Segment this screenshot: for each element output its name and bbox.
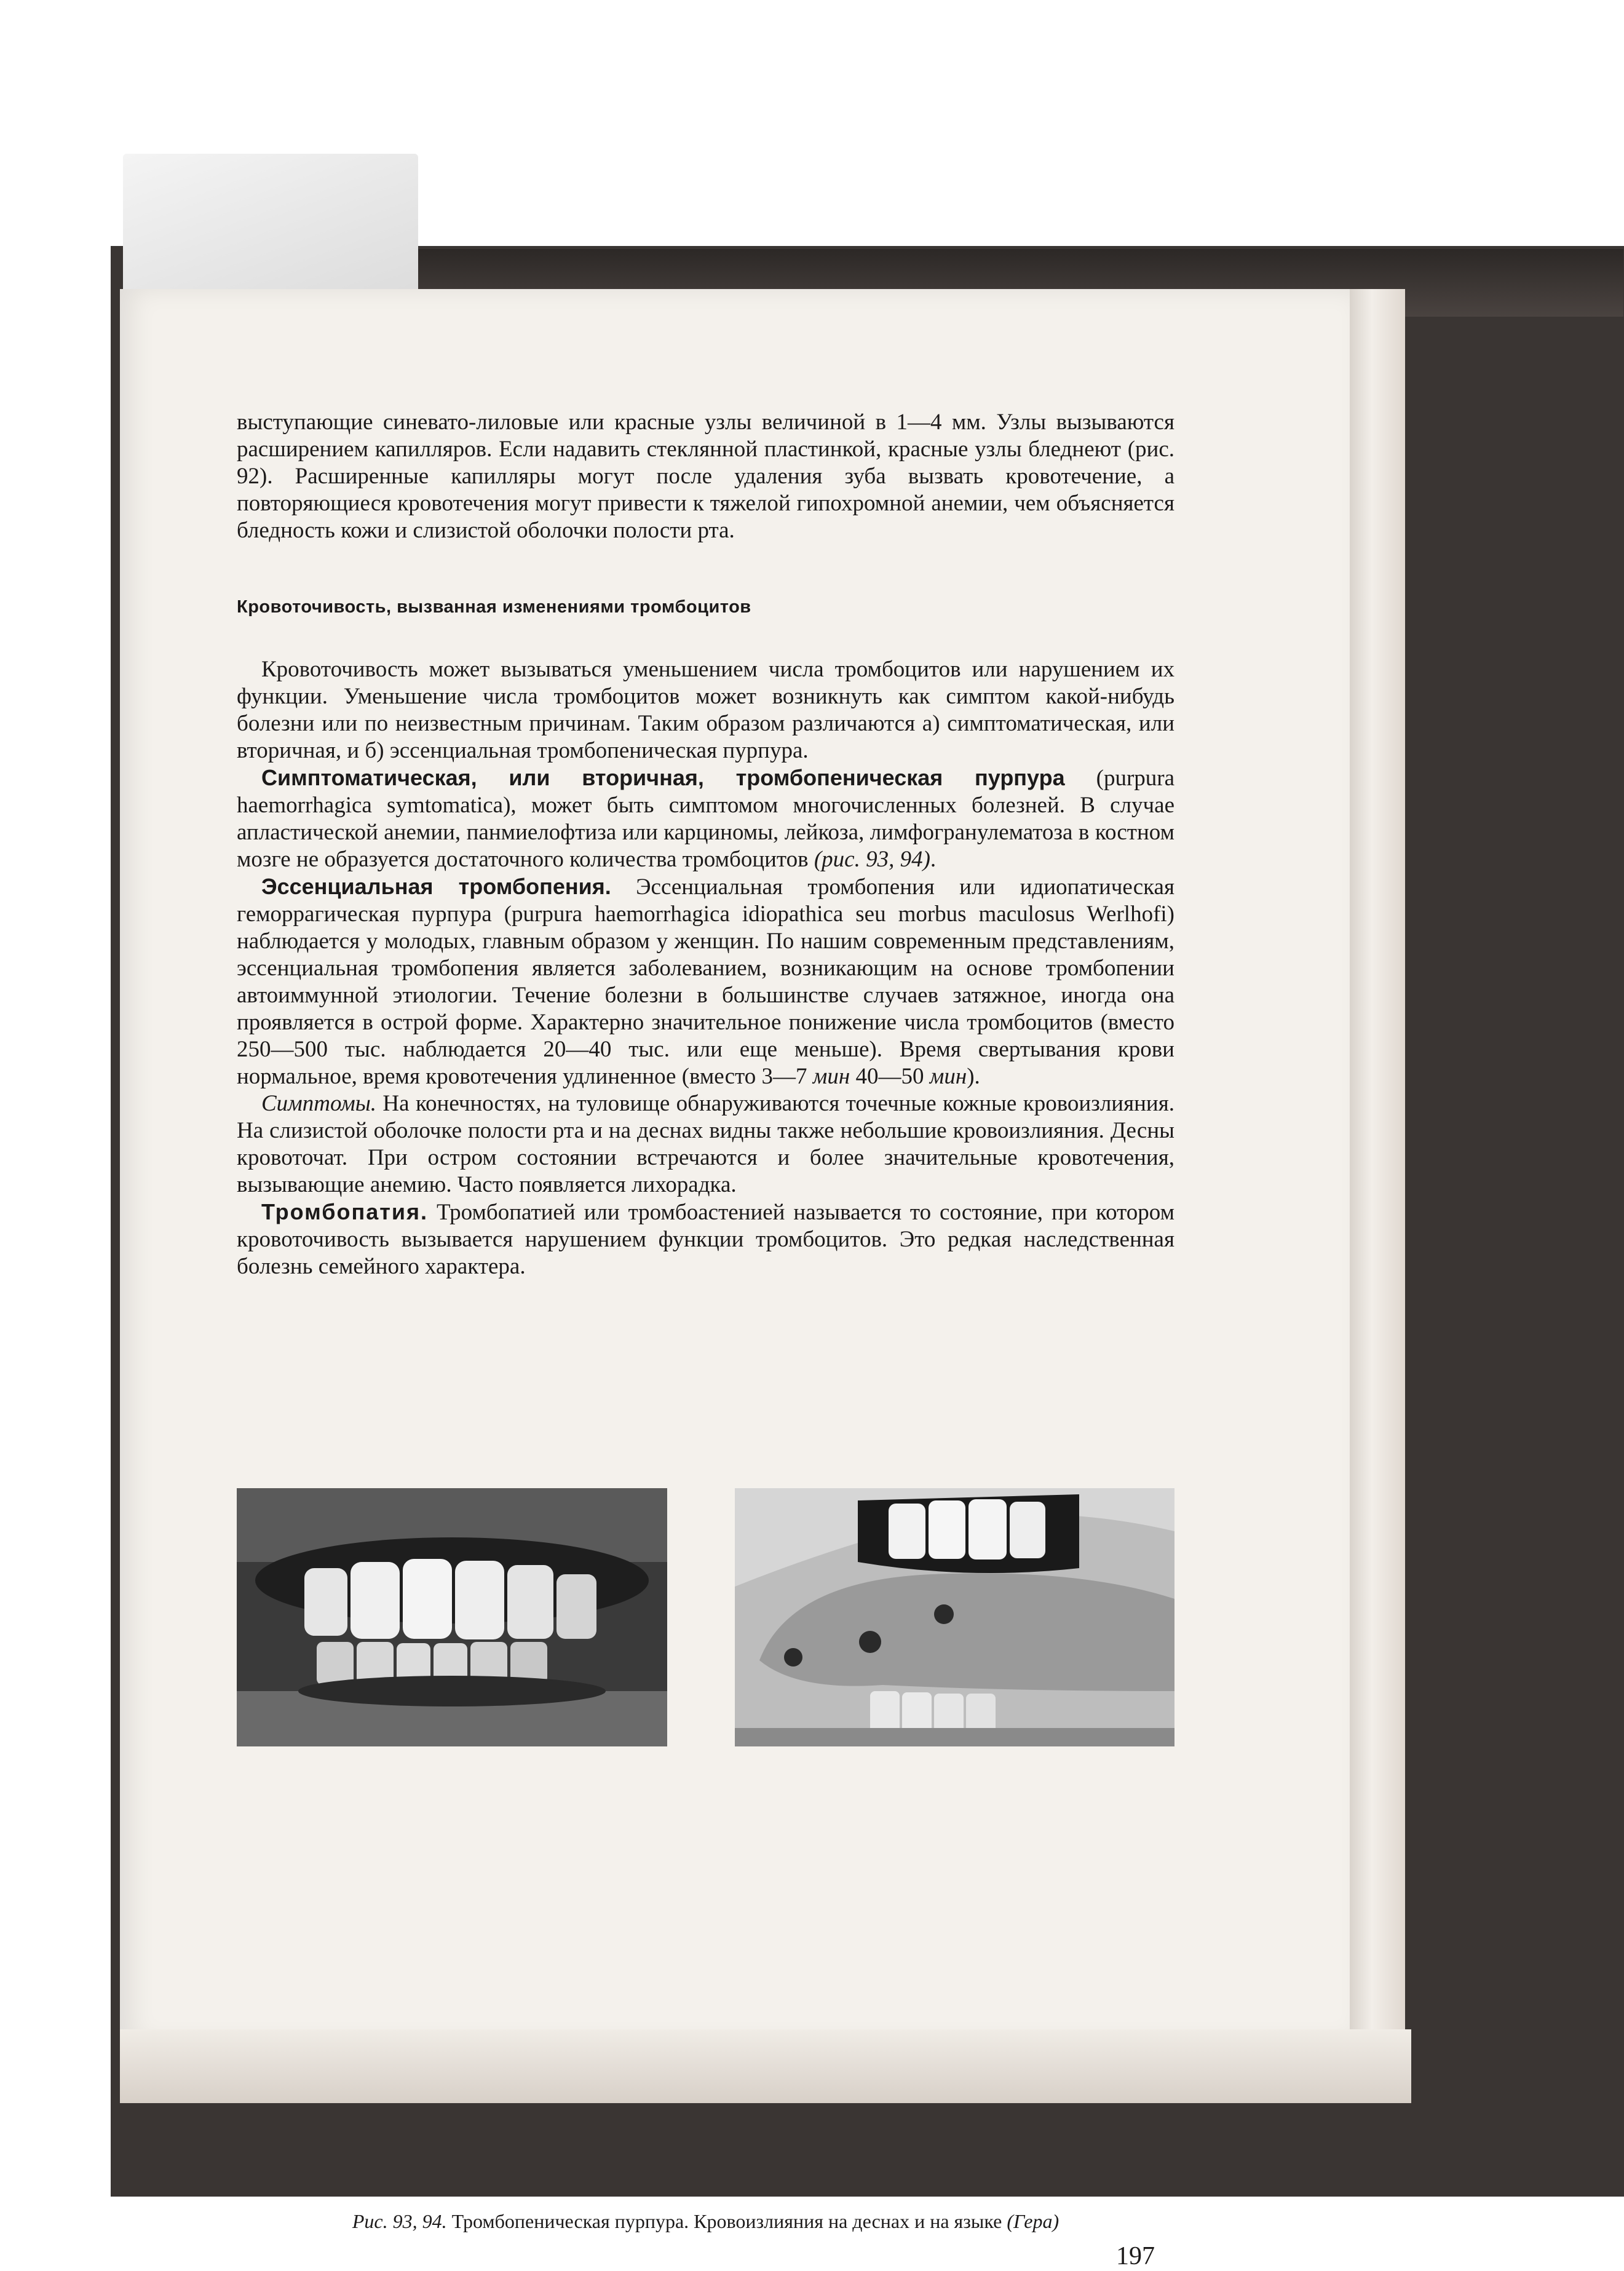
paragraph-4-lead: Эссенциальная тромбопения. <box>261 874 611 899</box>
paragraph-4-unit-2: мин <box>929 1064 967 1089</box>
caption-label: Рис. 93, 94. <box>352 2210 447 2232</box>
figure-caption <box>237 2210 1174 2233</box>
paragraph-2: Кровоточивость может вызываться уменьшением числа тромбоцитов или нарушением их функции. Уменьшение числа тромбоцитов может возникнуть как симптом какой-нибудь болезни или по неизвестным причинам. Таким образом различаются а) симптоматическая, или вторичная, и б) эссенциальная тромбопеническая пурпура. <box>237 657 1174 763</box>
bookmark-tab <box>123 154 418 295</box>
caption-author: (Гера) <box>1007 2210 1060 2232</box>
paragraph-3-body: (purpura haemorrhagica symtomatica), может быть симптомом многочисленных болезней. В случае апластической анемии, панмиелофтиза или карциномы, лейкоза, лимфогранулематоза в костном мозге не образуется достаточного количества тромбоцитов <box>237 766 1175 872</box>
tongue-photo-illustration <box>735 1488 1174 1746</box>
paragraph-4-mid: 40—50 <box>850 1064 930 1089</box>
paragraph-5-lead: Симптомы. <box>261 1091 377 1116</box>
paragraph-6-lead: Тромбопатия. <box>261 1199 429 1224</box>
paragraph-4-unit-1: мин <box>812 1064 850 1089</box>
gums-photo-illustration <box>237 1488 667 1746</box>
page-number: 197 <box>1116 2242 1155 2270</box>
paragraph-3-end: . <box>930 847 937 872</box>
page-edge-bottom <box>120 2029 1411 2103</box>
paragraph-5-body: На конечностях, на туловище обнаруживаются точечные кожные кровоизлияния. На слизистой оболочке полости рта и на деснах видны также небольшие кровоизлияния. Десны кровоточат. При остром состоянии встречаются и более значительные кровотечения, вызывающие анемию. Часто появляется лихорадка. <box>237 1091 1174 1197</box>
page-edge-right <box>1350 289 1405 2029</box>
paragraph-3-figure-ref: (рис. 93, 94) <box>814 847 930 872</box>
paragraph-3-lead: Симптоматическая, или вторичная, тромбопеническая пурпура <box>261 765 1065 790</box>
paragraph-4-body: Эссенциальная тромбопения или идиопатическая геморрагическая пурпура (purpura haemorrhagica idiopathica seu morbus maculosus Werlhofi) наблюдается у молодых, главным образом у женщин. По нашим современным представлениям, эссенциальная тромбопения является заболеванием, возникающим на основе тромбопении автоиммунной этиологии. Течение болезни в большинстве случаев затяжное, иногда она проявляется в острой форме. Характерно значительное понижение числа тромбоцитов (вместо 250—500 тыс. наблюдается 20—40 тыс. или еще меньше). Время свертывания крови нормальное, время кровотечения удлиненное (вместо 3—7 <box>237 874 1174 1089</box>
section-heading: Кровоточивость, вызванная изменениями тромбоцитов <box>237 597 751 617</box>
figures <box>237 1488 1174 1746</box>
paragraph-6-body: Тромбопатией или тромбоастенией называется то состояние, при котором кровоточивость вызывается нарушением функции тромбоцитов. Это редкая наследственная болезнь семейного характера. <box>237 1200 1174 1279</box>
paragraph-6 <box>237 1199 1174 1280</box>
caption-text: Тромбопеническая пурпура. Кровоизлияния на деснах и на языке <box>446 2210 1007 2232</box>
figure-93-photo <box>237 1488 667 1746</box>
paragraph-intro: выступающие синевато-лиловые или красные узлы величиной в 1—4 мм. Узлы вызываются расширением капилляров. Если надавить стеклянной пластинкой, красные узлы бледнеют (рис. 92). Расширенные капилляры могут после удаления зуба вызвать кровотечение, а повторяющиеся кровотечения могут привести к тяжелой гипохромной анемии, чем объясняется бледность кожи и слизистой оболочки полости рта. <box>237 410 1174 543</box>
page-text <box>237 409 1174 1280</box>
paragraph-4 <box>237 873 1174 1090</box>
paragraph-5 <box>237 1090 1174 1199</box>
figure-94-photo <box>735 1488 1174 1746</box>
paragraph-4-end: ). <box>967 1064 980 1089</box>
paragraph-3 <box>237 764 1174 873</box>
